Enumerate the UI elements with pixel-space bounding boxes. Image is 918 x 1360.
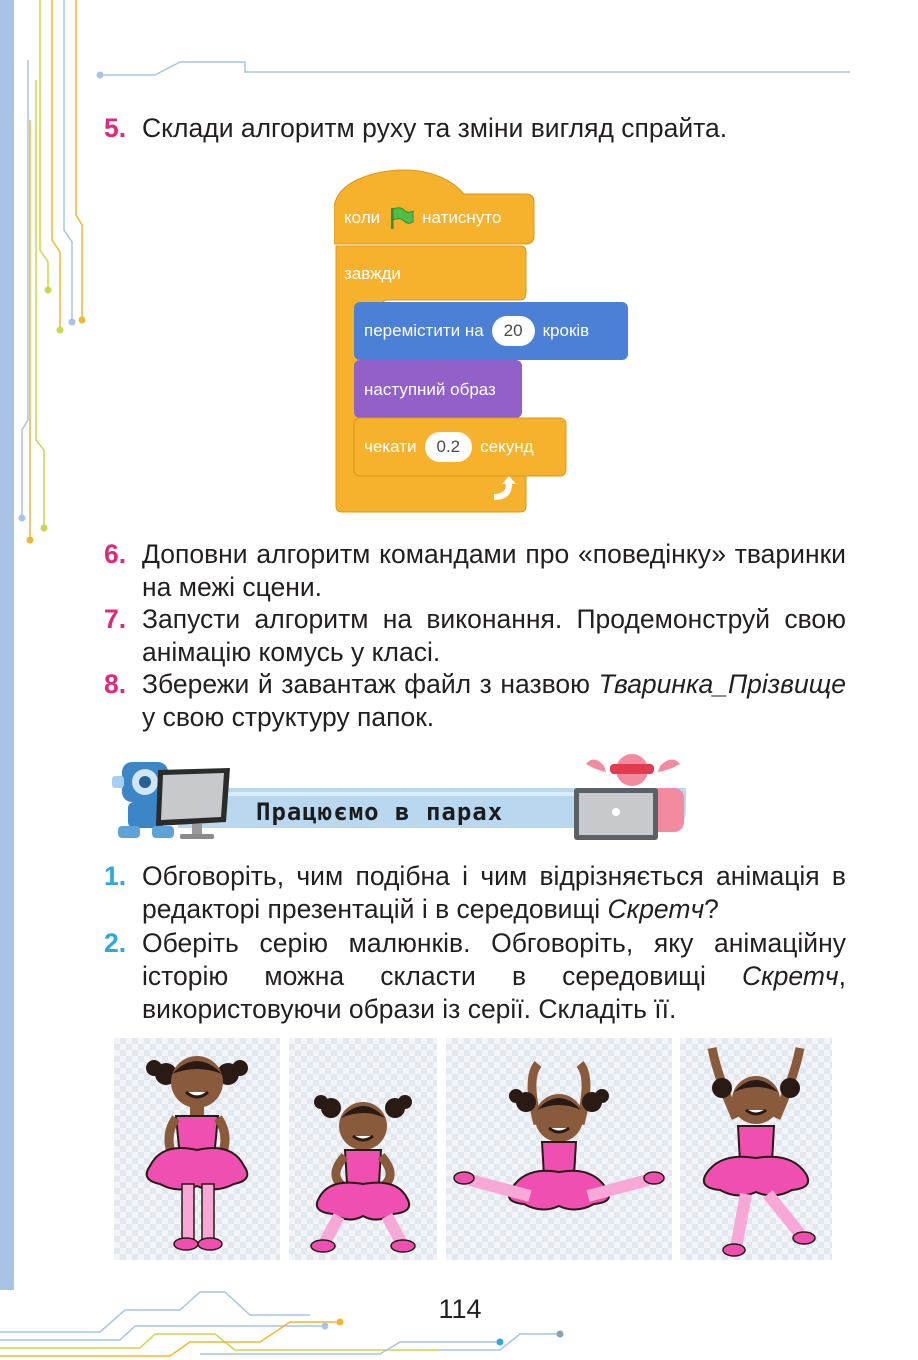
pairs-banner-title: Працюємо в парах xyxy=(256,798,504,826)
next-costume-label: наступний образ xyxy=(364,380,496,399)
move-steps-input: 20 xyxy=(492,316,535,346)
move-block xyxy=(364,314,589,348)
hat-prefix: коли xyxy=(344,208,381,227)
wait-seconds-input: 0.2 xyxy=(425,432,473,462)
task-text xyxy=(142,668,846,734)
wait-suffix: секунд xyxy=(480,437,534,456)
task-number: 7. xyxy=(104,604,127,634)
ballerina-split-image xyxy=(446,1038,672,1260)
text-part: Оберіть серію малюнків. Обговоріть, яку анімаційну історію можна скласти в середовищі xyxy=(142,928,846,991)
hat-block xyxy=(344,204,501,232)
task-number: 8. xyxy=(104,669,127,699)
text-part: , використовуючи образи із серії. Складіть її. xyxy=(142,961,846,1024)
pairs-banner xyxy=(108,748,698,848)
ballerina-costume-split xyxy=(446,1038,672,1260)
task-item xyxy=(104,603,846,669)
wait-prefix: чекати xyxy=(364,437,417,456)
task-item xyxy=(104,668,846,734)
task-item xyxy=(104,927,846,1026)
program-name: Скретч xyxy=(742,961,839,991)
move-suffix: кроків xyxy=(542,321,590,340)
task-number: 5. xyxy=(104,113,127,143)
scratch-script xyxy=(334,168,634,518)
task-text: Запусти алгоритм на виконання. Продемонструй свою анімацію комусь у класі. xyxy=(142,604,846,667)
task-item xyxy=(104,538,846,604)
ballerina-costume-plie xyxy=(289,1038,437,1260)
laptop-icon xyxy=(574,788,658,840)
move-prefix: перемістити на xyxy=(364,321,484,340)
task-text: Доповни алгоритм командами про «поведінку» тваринки на межі сцени. xyxy=(142,539,846,602)
task-number: 6. xyxy=(104,539,127,569)
ballerina-costume-standing xyxy=(114,1038,280,1260)
task-number: 1. xyxy=(104,861,127,891)
ballerina-plie-image xyxy=(289,1038,437,1260)
task-text xyxy=(142,927,846,1026)
hat-suffix: натиснуто xyxy=(422,208,502,227)
ballerina-arms-up-image xyxy=(680,1038,832,1260)
page-number: 114 xyxy=(438,1294,482,1324)
program-name: Скретч xyxy=(607,894,705,924)
forever-label: завжди xyxy=(344,264,401,283)
file-name: Тваринка_Прізвище xyxy=(598,669,846,699)
forever-block xyxy=(344,260,401,288)
ballerina-standing-image xyxy=(114,1038,280,1260)
ballerina-costume-arms-up xyxy=(680,1038,832,1260)
task-text xyxy=(142,860,846,926)
task-number: 2. xyxy=(104,928,127,958)
text-part: у свою структуру папок. xyxy=(142,702,435,732)
text-part: Збережи й завантаж файл з назвою xyxy=(142,669,599,699)
green-flag-icon xyxy=(388,206,414,230)
text-part: Обговоріть, чим подібна і чим відрізняється анімація в редакторі презентацій і в середовищі xyxy=(142,861,846,924)
wait-block xyxy=(364,430,534,464)
task-item xyxy=(104,860,846,926)
text-part: ? xyxy=(704,894,719,924)
task-text: Склади алгоритм руху та зміни вигляд спрайта. xyxy=(142,113,728,143)
next-costume-block xyxy=(364,376,496,404)
task-item xyxy=(104,112,846,145)
